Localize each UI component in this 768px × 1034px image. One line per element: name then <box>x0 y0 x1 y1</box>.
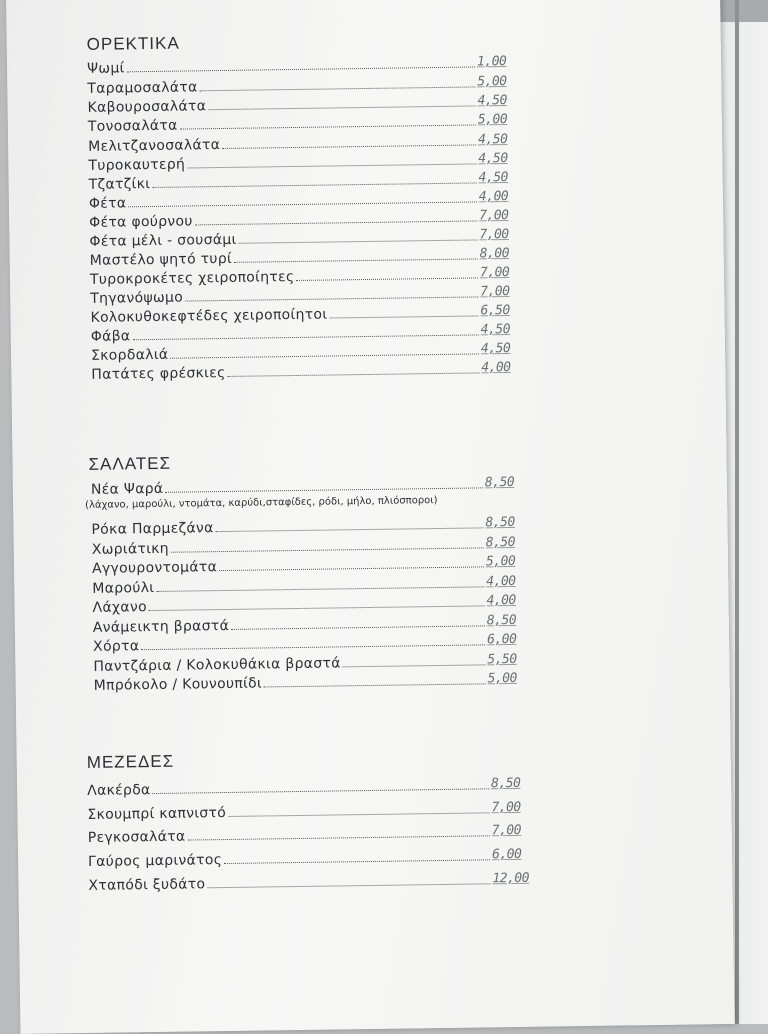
menu-item-price: 4,50 <box>478 151 508 167</box>
dotted-leader <box>296 276 478 281</box>
menu-item-description: (λάχανο, μαρούλι, ντομάτα, καρύδι,σταφίδες, ρόδι, μήλο, πλιόσποροι) <box>85 495 438 511</box>
menu-item-name: Αγγουροντομάτα <box>91 559 218 577</box>
menu-item-name: Νέα Ψαρά <box>90 480 164 498</box>
menu-item-name: Σκορδαλιά <box>90 346 169 364</box>
menu-item-price: 7,00 <box>491 822 522 839</box>
menu-item-price: 8,50 <box>486 612 517 629</box>
binder-edge <box>735 0 739 1024</box>
dotted-leader <box>187 834 489 840</box>
dotted-leader <box>228 811 489 817</box>
menu-item-name: Λακέρδα <box>87 782 151 799</box>
menu-item-name: Μαρούλι <box>92 579 155 597</box>
menu-item-name: Τυροκροκέτες χειροποίητες <box>89 269 295 288</box>
menu-page <box>6 0 734 1034</box>
menu-item-name: Τζατζίκι <box>88 176 151 193</box>
menu-item-price: 4,00 <box>481 359 511 376</box>
menu-item-price: 8,50 <box>484 474 515 491</box>
menu-item-price: 4,50 <box>477 132 508 148</box>
menu-item-name: Σκουμπρί καπνιστό <box>87 805 227 823</box>
menu-item-name: Λάχανο <box>92 599 147 616</box>
menu-item-name: Φέτα <box>88 195 127 212</box>
menu-item-price: 12,00 <box>492 870 530 887</box>
menu-item-price: 4,00 <box>478 189 509 205</box>
section-heading-meze: ΜΕΖΕΔΕΣ <box>86 751 175 772</box>
menu-item-price: 6,00 <box>486 631 517 648</box>
menu-item-name: Ρόκα Παρμεζάνα <box>91 520 214 538</box>
menu-item-name: Πατάτες φρέσκιες <box>91 364 226 383</box>
menu-item-price: 7,00 <box>479 265 510 281</box>
menu-item-row <box>88 820 536 846</box>
menu-item-row <box>91 472 529 498</box>
menu-item-price: 5,00 <box>485 553 516 570</box>
menu-item-name: Ανάμεικτη βραστά <box>92 617 230 636</box>
dotted-leader <box>180 123 476 129</box>
menu-item-name: Μαστέλο ψητό τυρί <box>89 250 233 269</box>
menu-item-price: 6,50 <box>480 302 510 319</box>
menu-item-price: 5,00 <box>477 74 507 90</box>
dotted-leader <box>207 882 490 888</box>
menu-item-price: 4,50 <box>480 321 511 338</box>
dotted-leader <box>224 858 490 864</box>
menu-item-price: 7,00 <box>479 208 509 224</box>
menu-item-name: Παντζάρια / Κολοκυθάκια βραστά <box>93 655 341 675</box>
menu-item-name: Τηγανόψωμο <box>90 289 184 307</box>
menu-item-row <box>87 797 535 823</box>
menu-item-price: 5,50 <box>487 651 517 668</box>
dotted-leader <box>153 787 490 794</box>
menu-item-name: Χόρτα <box>93 638 140 655</box>
dotted-leader <box>343 663 486 667</box>
dotted-leader <box>216 526 484 532</box>
dotted-leader <box>165 486 483 492</box>
menu-item-name: Ταραμοσαλάτα <box>87 79 198 97</box>
menu-item-price: 7,00 <box>480 283 510 300</box>
menu-item-name: Ψωμί <box>86 60 125 77</box>
menu-item-price: 8,50 <box>485 514 515 531</box>
menu-item-price: 7,00 <box>479 227 509 243</box>
menu-item-name: Γαύρος μαρινάτος <box>88 852 223 870</box>
menu-item-price: 8,00 <box>479 246 510 262</box>
dotted-leader <box>149 604 485 611</box>
menu-item-price: 6,00 <box>491 846 522 863</box>
dotted-leader <box>219 565 484 571</box>
menu-item-price: 7,00 <box>491 799 521 816</box>
dotted-leader <box>329 314 478 318</box>
section-heading-appetizers: ΟΡΕΚΤΙΚΑ <box>86 33 180 54</box>
menu-item-price: 4,50 <box>480 340 511 357</box>
menu-item-name: Μπρόκολο / Κουνουπίδι <box>93 675 263 694</box>
menu-item-price: 5,00 <box>487 670 518 687</box>
menu-item-price: 4,50 <box>477 93 507 109</box>
menu-item-price: 4,50 <box>478 170 509 186</box>
menu-item-name: Φέτα φούρνου <box>89 213 193 231</box>
dotted-leader <box>264 682 486 687</box>
menu-item-row <box>88 844 536 870</box>
menu-item-price: 8,50 <box>485 534 516 551</box>
menu-item-name: Φέτα μέλι - σουσάμι <box>89 231 237 250</box>
menu-item-name: Τονοσαλάτα <box>87 117 178 135</box>
menu-item-price: 5,00 <box>477 112 508 128</box>
menu-item-name: Ρεγκοσαλάτα <box>87 828 186 846</box>
dotted-leader <box>228 371 480 377</box>
section-heading-salads: ΣΑΛΑΤΕΣ <box>88 453 172 474</box>
menu-item-name: Κολοκυθοκεφτέδες χειροποίητοι <box>90 306 328 326</box>
menu-item-name: Χωριάτικη <box>91 540 170 558</box>
menu-item-price: 8,50 <box>490 775 521 792</box>
menu-item-price: 1,00 <box>476 54 507 70</box>
menu-item-price: 4,00 <box>486 592 516 609</box>
menu-item-name: Τυροκαυτερή <box>88 156 186 174</box>
menu-item-name: Μελιτζανοσαλάτα <box>88 137 221 155</box>
menu-item-row <box>88 868 536 894</box>
menu-item-price: 4,00 <box>486 573 516 590</box>
menu-item-name: Φάβα <box>90 328 131 345</box>
menu-item-name: Χταπόδι ξυδάτο <box>88 876 206 894</box>
menu-item-row <box>87 773 535 799</box>
menu-item-name: Καβουροσαλάτα <box>87 98 207 116</box>
